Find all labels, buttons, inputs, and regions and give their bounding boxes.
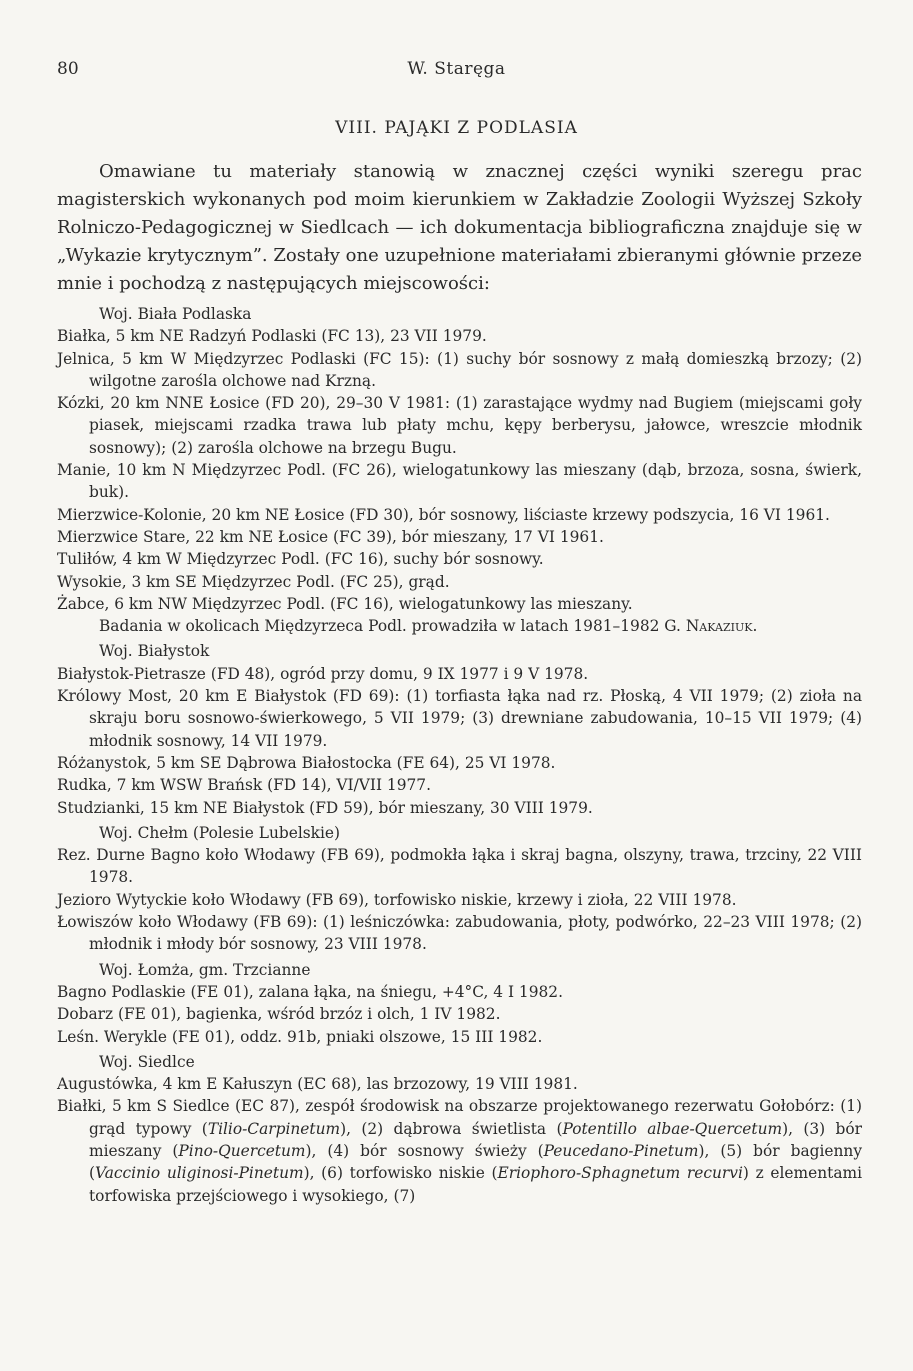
section-note: [57, 615, 862, 637]
locality-entry: Studzianki, 15 km NE Białystok (FD 59), bór mieszany, 30 VIII 1979.: [57, 798, 593, 817]
section-heading: Woj. Białystok: [99, 642, 210, 661]
taxon-name: Eriophoro-Sphagnetum recurvi: [497, 1164, 743, 1183]
locality-entry: Manie, 10 km N Międzyrzec Podl. (FC 26), wielogatunkowy las mieszany (dąb, brzoza, sosna, świerk, buk).: [57, 461, 862, 502]
intro-paragraph: Omawiane tu materiały stanowią w znacznej części wyniki szeregu prac magisterskich wykonanych pod moim kierunkiem w Zakładzie Zoologii Wyższej Szkoły Rolniczo-Pedagogicznej w Siedlcach — ich dokumentacja bibliograficzna znajduje się w „Wykazie krytycznym”. Zostały one uzupełnione materiałami zbieranymi głównie przeze mnie i pochodzą z następujących miejscowości:: [57, 161, 862, 294]
chapter-title: VIII. PAJĄKI Z PODLASIA: [335, 118, 578, 138]
locality-entry: Białystok-Pietrasze (FD 48), ogród przy domu, 9 IX 1977 i 9 V 1978.: [57, 664, 589, 683]
note-author: Nakaziuk.: [685, 617, 758, 636]
section-lomza: [57, 959, 862, 1048]
entry-text: ), (2) dąbrowa świetlista (: [340, 1119, 563, 1138]
locality-entry: Różanystok, 5 km SE Dąbrowa Białostocka (FE 64), 25 VI 1978.: [57, 753, 556, 772]
locality-list: [57, 303, 862, 1210]
entry-text: ) z elementami torfowiska przejściowego i wysokiego, (7): [89, 1164, 863, 1205]
locality-entry: Żabce, 6 km NW Międzyrzec Podl. (FC 16), wielogatunkowy las mieszany.: [57, 594, 633, 613]
locality-entry: Dobarz (FE 01), bagienka, wśród brzóz i olch, 1 IV 1982.: [57, 1005, 501, 1024]
entry-text: ), (6) torfowisko niskie (: [303, 1164, 498, 1183]
taxon-name: Peucedano-Pinetum: [543, 1141, 699, 1160]
page-number: 80: [57, 59, 79, 79]
entry-text: ), (4) bór sosnowy świeży (: [305, 1141, 544, 1160]
taxon-name: Tilio-Carpinetum: [207, 1119, 341, 1138]
note-text: Badania w okolicach Międzyrzeca Podl. prowadziła w latach 1981–1982 G.: [99, 617, 686, 636]
section-bialystok: [57, 640, 862, 818]
locality-entry: Królowy Most, 20 km E Białystok (FD 69): (1) torfiasta łąka nad rz. Płoską, 4 VII 1979; (2) zioła na skraju boru sosnowo-świerkowego, 5 VII 1979; (3) drewniane zabudowania, 10–15 VII 1979; (4) młodnik sosnowy, 14 VII 1979.: [57, 687, 862, 750]
taxon-name: Potentillo albae-Quercetum: [562, 1119, 783, 1138]
locality-entry: Bagno Podlaskie (FE 01), zalana łąka, na śniegu, +4°C, 4 I 1982.: [57, 982, 563, 1001]
entry-text: ), (5) bór bagienny (: [89, 1141, 863, 1183]
section-chelm: [57, 822, 862, 956]
locality-entry: Augustówka, 4 km E Kałuszyn (EC 68), las brzozowy, 19 VIII 1981.: [57, 1075, 578, 1094]
locality-entry: Kózki, 20 km NNE Łosice (FD 20), 29–30 V 1981: (1) zarastające wydmy nad Bugiem (miejscami goły piasek, miejscami rzadka trawa lub płaty mchu, kępy berberysu, jałowce, wreszcie młodnik sosnowy); (2) zarośla olchowe na brzegu Bugu.: [57, 394, 862, 457]
locality-entry: Rudka, 7 km WSW Brańsk (FD 14), VI/VII 1977.: [57, 776, 431, 795]
entry-text: Białki, 5 km S Siedlce (EC 87), zespół środowisk na obszarze projektowanego rezerwatu Gołobórz: (1) grąd typowy (: [57, 1097, 862, 1138]
locality-entry: Białka, 5 km NE Radzyń Podlaski (FC 13), 23 VII 1979.: [57, 327, 487, 346]
locality-entry: Mierzwice-Kolonie, 20 km NE Łosice (FD 30), bór sosnowy, liściaste krzewy podszycia, 16 VI 1961.: [57, 505, 830, 524]
locality-entry: Leśn. Werykle (FE 01), oddz. 91b, pniaki olszowe, 15 III 1982.: [57, 1027, 543, 1046]
locality-entry: Mierzwice Stare, 22 km NE Łosice (FC 39), bór mieszany, 17 VI 1961.: [57, 527, 604, 546]
locality-entry: Jezioro Wytyckie koło Włodawy (FB 69), torfowisko niskie, krzewy i zioła, 22 VIII 1978.: [57, 890, 737, 909]
section-heading: Woj. Siedlce: [99, 1052, 195, 1071]
taxon-name: Vaccinio uliginosi-Pinetum: [95, 1164, 304, 1183]
section-biala-podlaska: [57, 303, 862, 637]
locality-entry: Wysokie, 3 km SE Międzyrzec Podl. (FC 25), grąd.: [57, 572, 450, 591]
section-heading: Woj. Łomża, gm. Trzcianne: [99, 960, 311, 979]
locality-entry: Łowiszów koło Włodawy (FB 69): (1) leśniczówka: zabudowania, płoty, podwórko, 22–23 VIII 1978; (2) młodnik i młody bór sosnowy, 23 VIII 1978.: [57, 913, 862, 954]
running-head: W. Staręga: [407, 59, 506, 79]
entry-text: ), (3) bór mieszany (: [89, 1119, 862, 1160]
page-header: [57, 59, 856, 87]
locality-entry: Rez. Durne Bagno koło Włodawy (FB 69), podmokła łąka i skraj bagna, olszyny, trawa, trzciny, 22 VIII 1978.: [57, 846, 862, 887]
section-heading: Woj. Biała Podlaska: [99, 305, 252, 323]
taxon-name: Pino-Quercetum: [178, 1141, 306, 1160]
section-siedlce: [57, 1051, 862, 1207]
locality-entry-bialki: [57, 1095, 862, 1206]
locality-entry: Tuliłów, 4 km W Międzyrzec Podl. (FC 16), suchy bór sosnowy.: [57, 550, 544, 569]
section-heading: Woj. Chełm (Polesie Lubelskie): [99, 823, 340, 842]
locality-entry: Jelnica, 5 km W Międzyrzec Podlaski (FC 15): (1) suchy bór sosnowy z małą domieszką brzozy; (2) wilgotne zarośla olchowe nad Krzną.: [57, 349, 862, 390]
